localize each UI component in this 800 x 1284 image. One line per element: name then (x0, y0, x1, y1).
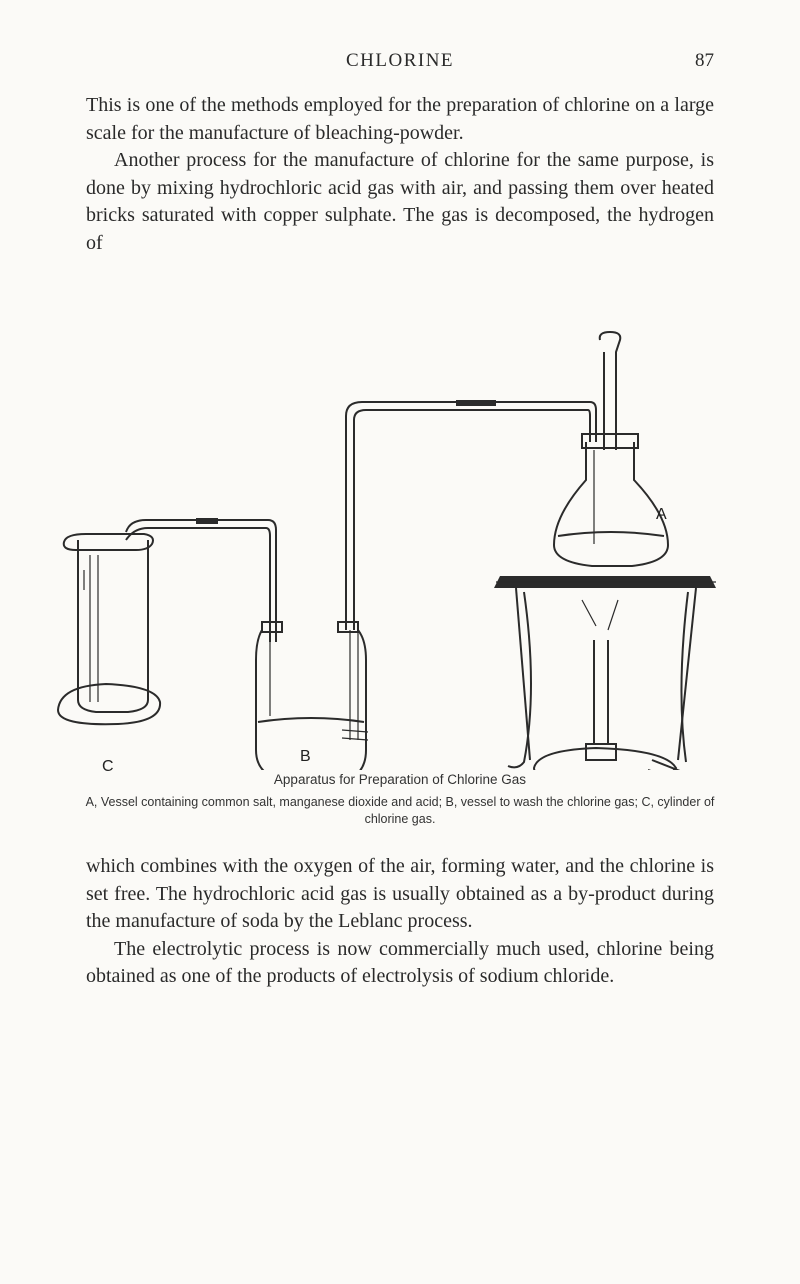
tripod-stand (494, 576, 716, 767)
body-text-top (86, 92, 714, 258)
tube-a-to-b (346, 400, 596, 630)
paragraph-2: Another process for the manufacture of chlorine for the same purpose, is done by mixing hydrochloric acid gas with air, and passing them over heated bricks saturated with copper sulphate. The gas is decomposed, the hydrogen of (86, 149, 714, 254)
cylinder-c (58, 534, 160, 724)
wash-bottle-b (256, 622, 368, 770)
paragraph-3: which combines with the oxygen of the air, forming water, and the chlorine is set free. The hydrochloric acid gas is usually obtained as a by-product during the manufacture of soda by the Leblanc process. (86, 855, 714, 933)
apparatus-figure (56, 330, 716, 775)
page-header (0, 50, 800, 74)
page-number: 87 (695, 50, 714, 71)
figure-caption-title: Apparatus for Preparation of Chlorine Gas (273, 772, 527, 787)
apparatus-illustration (56, 330, 716, 770)
body-text-bottom (86, 853, 714, 991)
paragraph-1: This is one of the methods employed for the preparation of chlorine on a large scale for the manufacture of bleaching-powder. (86, 94, 714, 144)
figure-caption-detail: A, Vessel containing common salt, manganese dioxide and acid; B, vessel to wash the chlorine gas; C, cylinder of chlorine gas. (85, 795, 715, 826)
label-c: C (102, 758, 114, 775)
running-head: CHLORINE (345, 50, 455, 71)
flask-a (554, 332, 668, 566)
label-a: A (656, 506, 667, 523)
label-b: B (300, 748, 311, 765)
paragraph-4: The electrolytic process is now commercially much used, chlorine being obtained as one of the products of electrolysis of sodium chloride. (86, 937, 714, 988)
